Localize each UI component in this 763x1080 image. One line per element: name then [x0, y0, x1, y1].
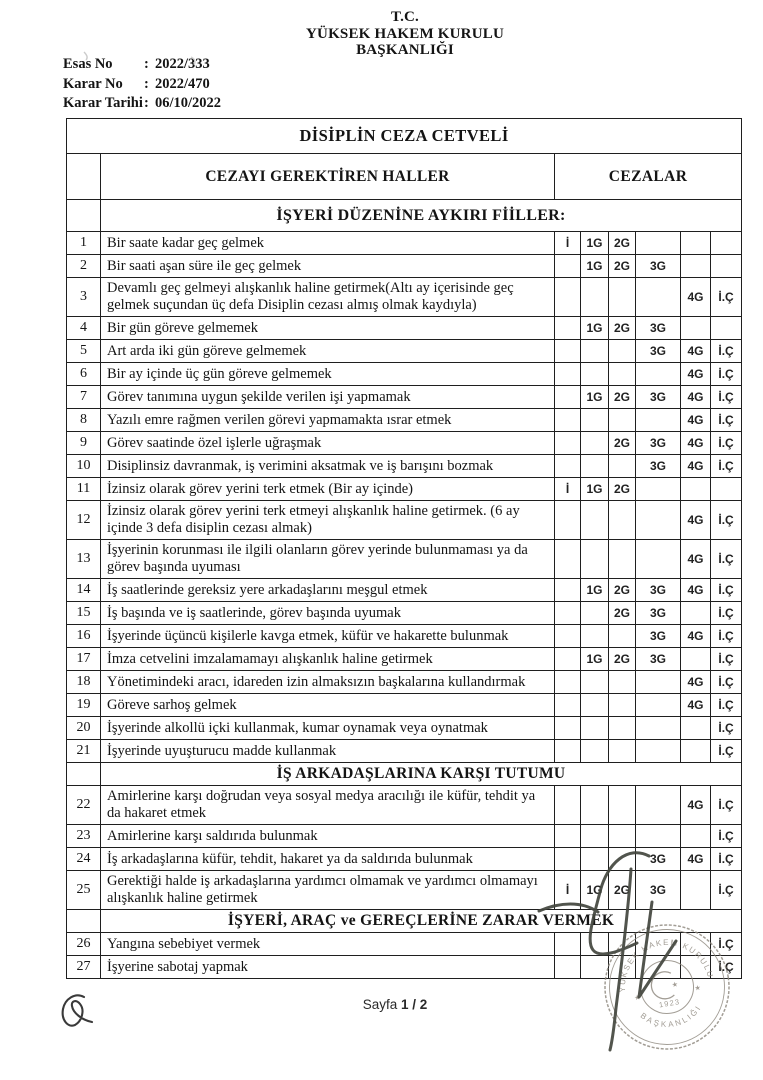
penalty-cell: [609, 501, 636, 540]
penalty-cell: [555, 409, 581, 432]
row-number: 16: [67, 625, 101, 648]
table-title: DİSİPLİN CEZA CETVELİ: [67, 119, 742, 154]
penalty-cell: 4G: [681, 363, 711, 386]
letterhead-office: BAŞKANLIĞI: [356, 42, 454, 58]
penalty-cell: [555, 956, 581, 979]
penalty-cell: İ.Ç: [711, 825, 742, 848]
penalty-cell: [609, 455, 636, 478]
row-number-header-cell: [67, 154, 101, 200]
esas-no-label: Esas No: [63, 56, 113, 72]
penalty-cell: [581, 933, 609, 956]
table-row: [67, 455, 742, 478]
penalty-cell: [581, 278, 609, 317]
penalty-cell: İ: [555, 232, 581, 255]
section-title: İŞ ARKADAŞLARINA KARŞI TUTUMU: [101, 763, 742, 786]
table-row: [67, 478, 742, 501]
penalty-cell: [636, 825, 681, 848]
penalty-cell: İ.Ç: [711, 740, 742, 763]
penalty-cell: [555, 933, 581, 956]
penalty-cell: [681, 648, 711, 671]
penalty-cell: 4G: [681, 340, 711, 363]
stamp-star-icon: ★: [633, 994, 642, 1003]
offense-description: İş başında ve iş saatlerinde, görev başında uyumak: [101, 602, 555, 625]
table-row: [67, 278, 742, 317]
penalty-cell: [581, 455, 609, 478]
penalty-cell: [711, 255, 742, 278]
offense-description: Göreve sarhoş gelmek: [101, 694, 555, 717]
table-row: [67, 671, 742, 694]
offense-description: Amirlerine karşı saldırıda bulunmak: [101, 825, 555, 848]
penalty-cell: [581, 848, 609, 871]
penalty-cell: 4G: [681, 455, 711, 478]
penalty-cell: 4G: [681, 501, 711, 540]
penalty-cell: İ.Ç: [711, 625, 742, 648]
penalty-cell: [555, 602, 581, 625]
penalty-cell: İ.Ç: [711, 933, 742, 956]
penalty-cell: [681, 871, 711, 910]
penalty-cell: [555, 694, 581, 717]
case-info-block: [63, 55, 221, 114]
penalty-cell: 3G: [636, 455, 681, 478]
penalty-cell: [609, 933, 636, 956]
penalty-cell: İ.Ç: [711, 386, 742, 409]
penalty-cell: [555, 740, 581, 763]
page-footer-value: 1 / 2: [401, 997, 428, 1012]
section-number-cell: [67, 200, 101, 232]
penalty-cell: [681, 717, 711, 740]
penalty-cell: [711, 317, 742, 340]
penalty-cell: [555, 363, 581, 386]
offense-description: Disiplinsiz davranmak, iş verimini aksatmak ve iş barışını bozmak: [101, 455, 555, 478]
penalty-cell: [555, 455, 581, 478]
penalty-cell: [636, 786, 681, 825]
offense-description: Bir saati aşan süre ile geç gelmek: [101, 255, 555, 278]
offense-description: İş arkadaşlarına küfür, tehdit, hakaret ya da saldırıda bulunmak: [101, 848, 555, 871]
penalty-cell: İ.Ç: [711, 278, 742, 317]
penalty-cell: [555, 848, 581, 871]
penalty-cell: 3G: [636, 648, 681, 671]
penalty-cell: [555, 625, 581, 648]
penalty-cell: 4G: [681, 540, 711, 579]
penalty-cell: 2G: [609, 255, 636, 278]
penalty-cell: [555, 717, 581, 740]
offense-description: Art arda iki gün göreve gelmemek: [101, 340, 555, 363]
penalty-cell: 3G: [636, 579, 681, 602]
penalty-cell: [609, 786, 636, 825]
case-info-row: Karar Tarihi: 06/10/2022: [63, 94, 221, 114]
penalty-cell: 2G: [609, 579, 636, 602]
offense-description: İşyerinin korunması ile ilgili olanların görev yerinde bulunmaması ya da görev başında uyuması: [101, 540, 555, 579]
penalty-cell: [711, 232, 742, 255]
penalty-cell: [555, 278, 581, 317]
penalty-cell: 1G: [581, 478, 609, 501]
row-number: 7: [67, 386, 101, 409]
penalty-cell: 3G: [636, 432, 681, 455]
table-title-row: [67, 119, 742, 154]
penalty-cell: [636, 956, 681, 979]
penalty-cell: 1G: [581, 579, 609, 602]
penalty-cell: [581, 540, 609, 579]
penalty-cell: [681, 825, 711, 848]
penalty-cell: İ.Ç: [711, 694, 742, 717]
penalty-cell: 2G: [609, 317, 636, 340]
penalties-column-header: CEZALAR: [555, 154, 742, 200]
stamp-arc-text-top: YÜKSEK HAKEM KURULU: [617, 937, 716, 993]
penalty-cell: [681, 255, 711, 278]
penalty-cell: İ.Ç: [711, 455, 742, 478]
offense-description: İşyerine sabotaj yapmak: [101, 956, 555, 979]
penalty-cell: İ.Ç: [711, 602, 742, 625]
penalty-cell: [609, 625, 636, 648]
letterhead-tc: T.C.: [390, 9, 420, 25]
offense-description: Yazılı emre rağmen verilen görevi yapmamakta ısrar etmek: [101, 409, 555, 432]
section-number-cell: [67, 910, 101, 933]
offenses-column-header: CEZAYI GEREKTİREN HALLER: [101, 154, 555, 200]
table-row: [67, 602, 742, 625]
penalty-cell: [555, 579, 581, 602]
penalty-cell: [581, 956, 609, 979]
penalty-cell: 1G: [581, 232, 609, 255]
offense-description: İzinsiz olarak görev yerini terk etmek (Bir ay içinde): [101, 478, 555, 501]
row-number: 12: [67, 501, 101, 540]
offense-description: İzinsiz olarak görev yerini terk etmeyi alışkanlık haline getirmek. (6 ay içinde 3 defa disiplin cezası almak): [101, 501, 555, 540]
penalty-cell: 1G: [581, 386, 609, 409]
table-row: [67, 956, 742, 979]
row-number: 17: [67, 648, 101, 671]
row-number: 27: [67, 956, 101, 979]
penalty-cell: [681, 933, 711, 956]
penalty-cell: [581, 501, 609, 540]
penalty-cell: 1G: [581, 648, 609, 671]
discipline-penalty-table: [66, 118, 742, 979]
offense-description: Devamlı geç gelmeyi alışkanlık haline getirmek(Altı ay içerisinde geç gelmek suçundan üç defa Disiplin cezası almış olmak kaydıyla): [101, 278, 555, 317]
penalty-cell: 3G: [636, 625, 681, 648]
penalty-cell: 4G: [681, 386, 711, 409]
row-number: 18: [67, 671, 101, 694]
penalty-table-body: [67, 119, 742, 979]
row-number: 20: [67, 717, 101, 740]
section-header-row: [67, 910, 742, 933]
stamp-year: 1923: [658, 997, 681, 1010]
offense-description: Yangına sebebiyet vermek: [101, 933, 555, 956]
penalty-cell: 3G: [636, 386, 681, 409]
stamp-star-icon: ★: [671, 981, 679, 990]
penalty-cell: 4G: [681, 409, 711, 432]
penalty-cell: İ.Ç: [711, 871, 742, 910]
penalty-cell: 4G: [681, 278, 711, 317]
penalty-cell: İ.Ç: [711, 501, 742, 540]
penalty-cell: 2G: [609, 871, 636, 910]
penalty-cell: 2G: [609, 602, 636, 625]
penalty-cell: [636, 740, 681, 763]
penalty-cell: [636, 671, 681, 694]
table-row: [67, 232, 742, 255]
karar-tarihi-label: Karar Tarihi: [63, 95, 143, 111]
row-number: 23: [67, 825, 101, 848]
penalty-cell: 4G: [681, 579, 711, 602]
penalty-cell: [636, 363, 681, 386]
penalty-cell: İ: [555, 478, 581, 501]
penalty-cell: [581, 363, 609, 386]
penalty-cell: [555, 317, 581, 340]
penalty-cell: [555, 386, 581, 409]
table-row: [67, 694, 742, 717]
offense-description: Yönetimindeki aracı, idareden izin almaksızın başkalarına kullandırmak: [101, 671, 555, 694]
penalty-cell: [581, 694, 609, 717]
table-row: [67, 317, 742, 340]
stamp-star-icon: ★: [694, 984, 702, 993]
penalty-cell: [711, 478, 742, 501]
penalty-cell: [581, 625, 609, 648]
row-number: 11: [67, 478, 101, 501]
penalty-cell: [555, 255, 581, 278]
penalty-cell: [609, 740, 636, 763]
row-number: 15: [67, 602, 101, 625]
section-title: İŞYERİ DÜZENİNE AYKIRI FİİLLER:: [101, 200, 742, 232]
table-row: [67, 933, 742, 956]
table-row: [67, 579, 742, 602]
row-number: 2: [67, 255, 101, 278]
row-number: 8: [67, 409, 101, 432]
penalty-cell: 3G: [636, 255, 681, 278]
penalty-cell: İ.Ç: [711, 432, 742, 455]
penalty-cell: [555, 540, 581, 579]
penalty-cell: [609, 717, 636, 740]
penalty-cell: İ.Ç: [711, 956, 742, 979]
penalty-cell: 3G: [636, 340, 681, 363]
offense-description: Bir gün göreve gelmemek: [101, 317, 555, 340]
offense-description: İşyerinde üçüncü kişilerle kavga etmek, küfür ve hakarette bulunmak: [101, 625, 555, 648]
penalty-cell: [581, 432, 609, 455]
table-row: [67, 432, 742, 455]
table-row: [67, 740, 742, 763]
case-info-row: Karar No : 2022/470: [63, 75, 221, 95]
penalty-cell: 2G: [609, 648, 636, 671]
penalty-cell: [681, 956, 711, 979]
penalty-cell: [681, 317, 711, 340]
offense-description: İşyerinde alkollü içki kullanmak, kumar oynamak veya oynatmak: [101, 717, 555, 740]
penalty-cell: [581, 340, 609, 363]
table-row: [67, 501, 742, 540]
penalty-cell: [609, 409, 636, 432]
penalty-cell: 4G: [681, 671, 711, 694]
karar-tarihi-value: 06/10/2022: [155, 95, 222, 111]
penalty-cell: [609, 694, 636, 717]
penalty-cell: [636, 278, 681, 317]
letterhead-institution: YÜKSEK HAKEM KURULU: [306, 25, 504, 42]
penalty-cell: [636, 717, 681, 740]
penalty-cell: [636, 694, 681, 717]
table-row: [67, 786, 742, 825]
esas-no-value: 2022/333: [155, 56, 210, 72]
table-row: [67, 409, 742, 432]
penalty-cell: [555, 501, 581, 540]
penalty-cell: 3G: [636, 317, 681, 340]
table-row: [67, 340, 742, 363]
penalty-cell: [609, 340, 636, 363]
case-info-row: Esas No : 2022/333: [63, 55, 221, 75]
letterhead: [100, 9, 710, 59]
penalty-cell: [555, 825, 581, 848]
penalty-cell: 2G: [609, 478, 636, 501]
penalty-cell: [636, 501, 681, 540]
penalty-cell: 4G: [681, 786, 711, 825]
penalty-cell: [609, 825, 636, 848]
table-row: [67, 871, 742, 910]
row-number: 21: [67, 740, 101, 763]
penalty-cell: [609, 848, 636, 871]
penalty-cell: [636, 409, 681, 432]
penalty-cell: İ.Ç: [711, 648, 742, 671]
penalty-cell: [609, 671, 636, 694]
penalty-cell: 3G: [636, 871, 681, 910]
penalty-cell: [581, 717, 609, 740]
table-row: [67, 825, 742, 848]
penalty-cell: [555, 671, 581, 694]
page-footer: [0, 997, 763, 1012]
penalty-cell: İ: [555, 871, 581, 910]
penalty-cell: [609, 278, 636, 317]
penalty-cell: [555, 340, 581, 363]
table-row: [67, 625, 742, 648]
penalty-cell: İ.Ç: [711, 671, 742, 694]
row-number: 9: [67, 432, 101, 455]
row-number: 14: [67, 579, 101, 602]
section-header-row: [67, 763, 742, 786]
offense-description: İşyerinde uyuşturucu madde kullanmak: [101, 740, 555, 763]
penalty-cell: [681, 740, 711, 763]
penalty-cell: [555, 786, 581, 825]
penalty-cell: 2G: [609, 232, 636, 255]
column-header-row: [67, 154, 742, 200]
penalty-cell: İ.Ç: [711, 340, 742, 363]
row-number: 22: [67, 786, 101, 825]
row-number: 5: [67, 340, 101, 363]
penalty-cell: [609, 363, 636, 386]
penalty-cell: 4G: [681, 625, 711, 648]
row-number: 4: [67, 317, 101, 340]
table-row: [67, 848, 742, 871]
penalty-cell: 1G: [581, 871, 609, 910]
offense-description: İş saatlerinde gereksiz yere arkadaşlarını meşgul etmek: [101, 579, 555, 602]
karar-no-label: Karar No: [63, 75, 123, 92]
section-header-row: [67, 200, 742, 232]
row-number: 24: [67, 848, 101, 871]
penalty-cell: [555, 432, 581, 455]
offense-description: Bir ay içinde üç gün göreve gelmemek: [101, 363, 555, 386]
penalty-cell: [581, 825, 609, 848]
table-row: [67, 540, 742, 579]
row-number: 10: [67, 455, 101, 478]
penalty-cell: [581, 786, 609, 825]
table-row: [67, 717, 742, 740]
penalty-cell: İ.Ç: [711, 717, 742, 740]
penalty-cell: 1G: [581, 317, 609, 340]
karar-no-value: 2022/470: [155, 75, 210, 92]
penalty-cell: [555, 648, 581, 671]
penalty-cell: 1G: [581, 255, 609, 278]
offense-description: Görev saatinde özel işlerle uğraşmak: [101, 432, 555, 455]
row-number: 26: [67, 933, 101, 956]
penalty-cell: 4G: [681, 694, 711, 717]
penalty-cell: [681, 478, 711, 501]
penalty-cell: [581, 740, 609, 763]
row-number: 25: [67, 871, 101, 910]
offense-description: Gerektiği halde iş arkadaşlarına yardımcı olmamak ve yardımcı olmamayı alışkanlık haline getirmek: [101, 871, 555, 910]
offense-description: Amirlerine karşı doğrudan veya sosyal medya aracılığı ile küfür, tehdit ya da hakaret etmek: [101, 786, 555, 825]
offense-description: Bir saate kadar geç gelmek: [101, 232, 555, 255]
offense-description: İmza cetvelini imzalamamayı alışkanlık haline getirmek: [101, 648, 555, 671]
table-row: [67, 255, 742, 278]
table-row: [67, 386, 742, 409]
penalty-cell: [581, 602, 609, 625]
penalty-cell: [609, 956, 636, 979]
penalty-cell: [609, 540, 636, 579]
row-number: 3: [67, 278, 101, 317]
penalty-cell: İ.Ç: [711, 363, 742, 386]
penalty-cell: 3G: [636, 848, 681, 871]
penalty-cell: İ.Ç: [711, 579, 742, 602]
stamp-arc-text-bottom: BAŞKANLIĞI: [638, 1002, 704, 1030]
penalty-cell: 2G: [609, 432, 636, 455]
penalty-cell: [681, 232, 711, 255]
section-title: İŞYERİ, ARAÇ ve GEREÇLERİNE ZARAR VERMEK: [101, 910, 742, 933]
penalty-cell: İ.Ç: [711, 409, 742, 432]
page-footer-label: Sayfa: [362, 997, 398, 1012]
penalty-cell: [636, 478, 681, 501]
penalty-cell: 2G: [609, 386, 636, 409]
row-number: 13: [67, 540, 101, 579]
penalty-cell: [581, 671, 609, 694]
table-row: [67, 648, 742, 671]
offense-description: Görev tanımına uygun şekilde verilen işi yapmamak: [101, 386, 555, 409]
row-number: 19: [67, 694, 101, 717]
penalty-cell: [581, 409, 609, 432]
section-number-cell: [67, 763, 101, 786]
penalty-cell: [636, 933, 681, 956]
table-row: [67, 363, 742, 386]
penalty-cell: 4G: [681, 848, 711, 871]
row-number: 1: [67, 232, 101, 255]
penalty-cell: İ.Ç: [711, 848, 742, 871]
row-number: 6: [67, 363, 101, 386]
penalty-cell: İ.Ç: [711, 786, 742, 825]
penalty-cell: [636, 232, 681, 255]
penalty-cell: [681, 602, 711, 625]
penalty-cell: 3G: [636, 602, 681, 625]
penalty-cell: İ.Ç: [711, 540, 742, 579]
penalty-cell: [636, 540, 681, 579]
penalty-cell: 4G: [681, 432, 711, 455]
